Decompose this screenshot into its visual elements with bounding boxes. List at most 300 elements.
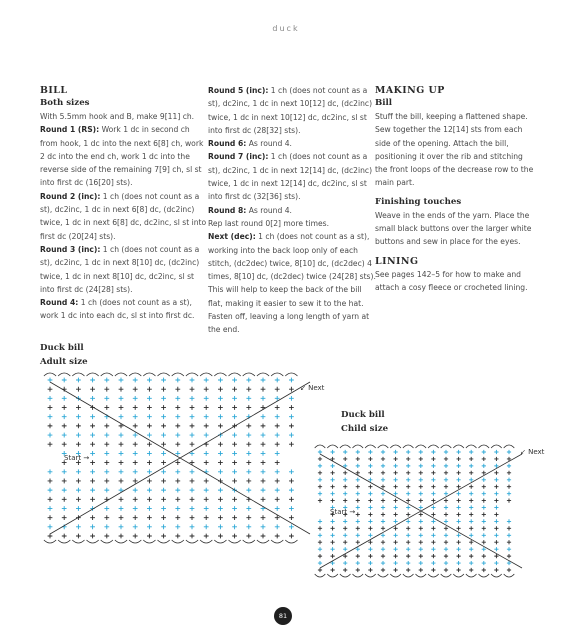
stitch-mark xyxy=(289,497,294,502)
stitch-mark xyxy=(246,433,251,438)
round-2 xyxy=(40,190,208,243)
stitch-mark xyxy=(119,396,124,401)
child-diagram-title-line2: Child size xyxy=(341,424,389,434)
scallop-mark xyxy=(441,574,452,577)
scallop-mark xyxy=(428,574,439,577)
stitch-mark xyxy=(119,405,124,410)
scallop-mark xyxy=(44,373,56,376)
stitch-mark xyxy=(356,533,360,537)
stitch-mark xyxy=(147,433,152,438)
scallop-mark xyxy=(200,540,212,543)
adult-start-text: Start xyxy=(64,454,82,462)
stitch-mark xyxy=(406,568,410,572)
stitch-mark xyxy=(161,515,166,520)
scallop-mark xyxy=(327,445,338,448)
scallop-mark xyxy=(340,445,351,448)
stitch-mark xyxy=(76,524,81,529)
stitch-mark xyxy=(133,423,138,428)
stitch-mark xyxy=(482,519,486,523)
stitch-mark xyxy=(232,479,237,484)
stitch-mark xyxy=(444,540,448,544)
scallop-mark xyxy=(315,574,326,577)
stitch-mark xyxy=(394,505,398,509)
round-6-label: Round 6: xyxy=(208,139,247,149)
stitch-mark xyxy=(104,488,109,493)
scallop-mark xyxy=(44,540,56,543)
scallop-mark xyxy=(378,445,389,448)
stitch-mark xyxy=(331,519,335,523)
stitch-mark xyxy=(90,469,95,474)
stitch-mark xyxy=(331,568,335,572)
stitch-mark xyxy=(161,423,166,428)
scallop-mark xyxy=(257,540,269,543)
stitch-mark xyxy=(175,460,180,465)
scallop-mark xyxy=(365,445,376,448)
stitch-mark xyxy=(482,505,486,509)
bill-intro: With 5.5mm hook and B, make 9[11] ch. xyxy=(40,112,195,121)
scallop-mark xyxy=(491,574,502,577)
stitch-mark xyxy=(218,414,223,419)
stitch-mark xyxy=(381,561,385,565)
scallop-mark xyxy=(416,445,427,448)
stitch-mark xyxy=(161,405,166,410)
stitch-mark xyxy=(356,485,360,489)
stitch-mark xyxy=(406,533,410,537)
stitch-mark xyxy=(356,568,360,572)
stitch-mark xyxy=(161,479,166,484)
stitch-mark xyxy=(104,524,109,529)
stitch-mark xyxy=(289,469,294,474)
stitch-mark xyxy=(431,519,435,523)
left-column xyxy=(40,84,208,323)
scallop-mark xyxy=(58,540,70,543)
scallop-mark xyxy=(271,373,283,376)
stitch-mark xyxy=(406,554,410,558)
stitch-mark xyxy=(494,561,498,565)
stitch-mark xyxy=(431,485,435,489)
stitch-mark xyxy=(482,498,486,502)
stitch-mark xyxy=(444,526,448,530)
stitch-mark xyxy=(104,460,109,465)
stitch-mark xyxy=(104,423,109,428)
stitch-mark xyxy=(343,547,347,551)
stitch-mark xyxy=(356,457,360,461)
round-5 xyxy=(208,84,376,137)
stitch-mark xyxy=(104,442,109,447)
stitch-mark xyxy=(444,554,448,558)
stitch-mark xyxy=(90,414,95,419)
stitch-mark xyxy=(507,533,511,537)
next-dec-text: 1 ch (does not count as a st), working into the back loop only of each stitch, (dc2dec) twice, 8[10] dc, (dc2dec) 4 times, 8[10] dc, (dc2dec) twice (24[28] sts). This will help to keep the back of the bill flat, making it easier to sew it to the hat. Fasten off, leaving a long length of yarn at the end. xyxy=(208,232,376,335)
stitch-mark xyxy=(147,378,152,383)
stitch-mark xyxy=(275,534,280,539)
stitch-mark xyxy=(62,423,67,428)
stitch-mark xyxy=(62,405,67,410)
stitch-mark xyxy=(90,479,95,484)
stitch-mark xyxy=(161,460,166,465)
stitch-mark xyxy=(444,568,448,572)
stitch-mark xyxy=(469,512,473,516)
stitch-mark xyxy=(343,457,347,461)
scallop-mark xyxy=(353,574,364,577)
stitch-mark xyxy=(204,378,209,383)
stitch-mark xyxy=(444,498,448,502)
stitch-mark xyxy=(232,414,237,419)
stitch-mark xyxy=(381,485,385,489)
stitch-mark xyxy=(261,524,266,529)
stitch-mark xyxy=(119,534,124,539)
stitch-mark xyxy=(318,450,322,454)
stitch-mark xyxy=(48,387,53,392)
stitch-mark xyxy=(104,506,109,511)
round-3-label: Round 3 (inc): xyxy=(40,244,101,254)
stitch-mark xyxy=(104,405,109,410)
stitch-mark xyxy=(204,405,209,410)
stitch-mark xyxy=(318,533,322,537)
stitch-mark xyxy=(381,540,385,544)
stitch-mark xyxy=(331,450,335,454)
stitch-mark xyxy=(289,423,294,428)
stitch-mark xyxy=(232,506,237,511)
stitch-mark xyxy=(261,534,266,539)
stitch-mark xyxy=(246,479,251,484)
stitch-mark xyxy=(431,492,435,496)
stitch-mark xyxy=(204,534,209,539)
stitch-mark xyxy=(331,464,335,468)
stitch-mark xyxy=(161,387,166,392)
stitch-mark xyxy=(381,471,385,475)
stitch-mark xyxy=(406,547,410,551)
stitch-mark xyxy=(175,405,180,410)
stitch-mark xyxy=(343,492,347,496)
stitch-mark xyxy=(457,561,461,565)
adult-start-label: Start → xyxy=(64,454,90,462)
stitch-mark xyxy=(381,498,385,502)
stitch-mark xyxy=(318,568,322,572)
stitch-mark xyxy=(494,485,498,489)
scallop-mark xyxy=(257,373,269,376)
stitch-mark xyxy=(90,524,95,529)
stitch-mark xyxy=(76,387,81,392)
stitch-mark xyxy=(76,488,81,493)
stitch-mark xyxy=(48,506,53,511)
stitch-mark xyxy=(406,526,410,530)
stitch-mark xyxy=(431,464,435,468)
stitch-mark xyxy=(133,378,138,383)
stitch-mark xyxy=(356,464,360,468)
bill-heading: BILL xyxy=(40,85,68,96)
stitch-mark xyxy=(494,478,498,482)
stitch-mark xyxy=(482,457,486,461)
stitch-mark xyxy=(368,547,372,551)
stitch-mark xyxy=(444,478,448,482)
stitch-mark xyxy=(218,497,223,502)
stitch-mark xyxy=(419,568,423,572)
stitch-mark xyxy=(190,534,195,539)
scallop-mark xyxy=(285,540,297,543)
scallop-mark xyxy=(453,445,464,448)
stitch-mark xyxy=(444,492,448,496)
stitch-mark xyxy=(119,451,124,456)
stitch-mark xyxy=(161,378,166,383)
stitch-mark xyxy=(261,488,266,493)
scallop-mark xyxy=(143,540,155,543)
stitch-mark xyxy=(218,524,223,529)
stitch-mark xyxy=(261,423,266,428)
scallop-mark xyxy=(115,540,127,543)
stitch-mark xyxy=(507,478,511,482)
stitch-mark xyxy=(494,512,498,516)
stitch-mark xyxy=(289,378,294,383)
stitch-mark xyxy=(204,451,209,456)
stitch-mark xyxy=(368,457,372,461)
stitch-mark xyxy=(119,442,124,447)
stitch-mark xyxy=(457,457,461,461)
stitch-mark xyxy=(482,540,486,544)
stitch-mark xyxy=(76,534,81,539)
stitch-mark xyxy=(356,519,360,523)
stitch-mark xyxy=(457,533,461,537)
stitch-mark xyxy=(419,464,423,468)
stitch-mark xyxy=(494,519,498,523)
stitch-mark xyxy=(147,515,152,520)
stitch-mark xyxy=(406,464,410,468)
stitch-mark xyxy=(218,515,223,520)
stitch-mark xyxy=(419,554,423,558)
stitch-mark xyxy=(62,497,67,502)
stitch-mark xyxy=(90,387,95,392)
round-6-text: As round 4. xyxy=(246,139,292,149)
stitch-mark xyxy=(406,540,410,544)
stitch-mark xyxy=(147,396,152,401)
stitch-mark xyxy=(119,414,124,419)
stitch-mark xyxy=(133,534,138,539)
stitch-mark xyxy=(289,515,294,520)
stitch-mark xyxy=(204,433,209,438)
stitch-mark xyxy=(457,568,461,572)
round-1-text: Work 1 dc in second ch from hook, 1 dc into the next 6[8] ch, work 2 dc into the end ch, work 1 dc into the reverse side of the remaining 7[9] ch, sl st into first dc (16[20] sts). xyxy=(40,125,204,188)
stitch-mark xyxy=(469,519,473,523)
stitch-mark xyxy=(204,479,209,484)
stitch-mark xyxy=(457,485,461,489)
scallop-mark xyxy=(315,445,326,448)
stitch-mark xyxy=(331,485,335,489)
scallop-mark xyxy=(340,574,351,577)
stitch-mark xyxy=(494,457,498,461)
stitch-mark xyxy=(331,478,335,482)
stitch-mark xyxy=(204,488,209,493)
stitch-mark xyxy=(469,485,473,489)
stitch-mark xyxy=(204,396,209,401)
stitch-mark xyxy=(431,512,435,516)
stitch-mark xyxy=(175,423,180,428)
stitch-mark xyxy=(133,524,138,529)
stitch-mark xyxy=(394,450,398,454)
stitch-mark xyxy=(232,469,237,474)
stitch-mark xyxy=(343,568,347,572)
stitch-mark xyxy=(275,524,280,529)
stitch-mark xyxy=(261,433,266,438)
stitch-mark xyxy=(119,515,124,520)
stitch-mark xyxy=(275,469,280,474)
scallop-mark xyxy=(72,373,84,376)
stitch-mark xyxy=(406,492,410,496)
next-dec-label: Next (dec): xyxy=(208,232,256,242)
stitch-mark xyxy=(457,471,461,475)
stitch-mark xyxy=(419,457,423,461)
stitch-mark xyxy=(368,568,372,572)
stitch-mark xyxy=(289,405,294,410)
scallop-mark xyxy=(466,574,477,577)
scallop-mark xyxy=(327,574,338,577)
stitch-mark xyxy=(218,469,223,474)
stitch-mark xyxy=(218,423,223,428)
stitch-mark xyxy=(381,554,385,558)
stitch-mark xyxy=(133,396,138,401)
stitch-mark xyxy=(394,485,398,489)
scallop-mark xyxy=(229,373,241,376)
stitch-mark xyxy=(275,497,280,502)
stitch-mark xyxy=(232,378,237,383)
stitch-mark xyxy=(119,378,124,383)
stitch-mark xyxy=(190,405,195,410)
stitch-mark xyxy=(246,534,251,539)
scallop-mark xyxy=(129,373,141,376)
stitch-mark xyxy=(175,451,180,456)
stitch-mark xyxy=(289,414,294,419)
stitch-mark xyxy=(457,505,461,509)
stitch-mark xyxy=(368,492,372,496)
stitch-mark xyxy=(48,497,53,502)
stitch-mark xyxy=(331,540,335,544)
stitch-mark xyxy=(444,512,448,516)
stitch-mark xyxy=(368,526,372,530)
round-4-label: Round 4: xyxy=(40,298,79,308)
adult-diagram-title-line1: Duck bill xyxy=(40,343,84,353)
stitch-mark xyxy=(381,519,385,523)
round-4-text: 1 ch (does not count as a st), work 1 dc into each dc, sl st into first dc. xyxy=(40,298,195,321)
scallop-mark xyxy=(115,373,127,376)
stitch-mark xyxy=(261,460,266,465)
round-4 xyxy=(40,296,208,323)
stitch-mark xyxy=(356,478,360,482)
stitch-mark xyxy=(218,534,223,539)
stitch-mark xyxy=(318,478,322,482)
stitch-mark xyxy=(133,479,138,484)
stitch-mark xyxy=(419,526,423,530)
round-6 xyxy=(208,137,376,150)
stitch-mark xyxy=(394,512,398,516)
stitch-mark xyxy=(318,561,322,565)
stitch-mark xyxy=(261,378,266,383)
round-7-text: 1 ch (does not count as a st), dc2inc, 1 dc in next 12[14] dc, (dc2inc) twice, 1 dc in next 12[14] dc, dc2inc, sl st into first dc (32[36] sts). xyxy=(208,152,373,202)
stitch-mark xyxy=(218,451,223,456)
stitch-mark xyxy=(133,451,138,456)
stitch-mark xyxy=(368,533,372,537)
stitch-mark xyxy=(469,540,473,544)
stitch-mark xyxy=(175,469,180,474)
stitch-mark xyxy=(507,464,511,468)
stitch-mark xyxy=(90,534,95,539)
stitch-mark xyxy=(147,469,152,474)
stitch-mark xyxy=(147,488,152,493)
round-8 xyxy=(208,204,376,217)
stitch-mark xyxy=(76,497,81,502)
scallop-mark xyxy=(129,540,141,543)
stitch-mark xyxy=(343,498,347,502)
stitch-mark xyxy=(48,524,53,529)
stitch-mark xyxy=(419,540,423,544)
repeat-instruction: Rep last round 0[2] more times. xyxy=(208,218,330,228)
stitch-mark xyxy=(394,540,398,544)
stitch-mark xyxy=(48,469,53,474)
stitch-mark xyxy=(147,423,152,428)
stitch-mark xyxy=(190,442,195,447)
stitch-mark xyxy=(161,506,166,511)
stitch-mark xyxy=(104,479,109,484)
stitch-mark xyxy=(232,442,237,447)
stitch-mark xyxy=(318,547,322,551)
stitch-mark xyxy=(161,451,166,456)
stitch-mark xyxy=(119,479,124,484)
stitch-mark xyxy=(457,464,461,468)
round-2-label: Round 2 (inc): xyxy=(40,191,101,201)
stitch-mark xyxy=(431,533,435,537)
stitch-mark xyxy=(190,515,195,520)
stitch-mark xyxy=(469,547,473,551)
stitch-mark xyxy=(147,479,152,484)
stitch-mark xyxy=(381,457,385,461)
middle-column xyxy=(208,84,376,337)
scallop-mark xyxy=(365,574,376,577)
stitch-mark xyxy=(161,534,166,539)
scallop-mark xyxy=(504,574,515,577)
stitch-mark xyxy=(190,469,195,474)
scallop-mark xyxy=(214,540,226,543)
stitch-mark xyxy=(175,442,180,447)
stitch-mark xyxy=(507,471,511,475)
round-1-label: Round 1 (RS): xyxy=(40,125,100,135)
stitch-mark xyxy=(62,488,67,493)
scallop-mark xyxy=(491,445,502,448)
stitch-mark xyxy=(147,506,152,511)
stitch-mark xyxy=(175,534,180,539)
stitch-mark xyxy=(246,451,251,456)
stitch-mark xyxy=(62,515,67,520)
stitch-mark xyxy=(381,505,385,509)
stitch-mark xyxy=(76,423,81,428)
stitch-mark xyxy=(419,547,423,551)
stitch-mark xyxy=(289,387,294,392)
stitch-mark xyxy=(261,469,266,474)
stitch-mark xyxy=(190,423,195,428)
stitch-mark xyxy=(275,378,280,383)
stitch-mark xyxy=(356,512,360,516)
stitch-mark xyxy=(381,492,385,496)
stitch-mark xyxy=(246,378,251,383)
stitch-mark xyxy=(494,526,498,530)
stitch-mark xyxy=(368,505,372,509)
stitch-mark xyxy=(261,414,266,419)
stitch-mark xyxy=(431,561,435,565)
stitch-mark xyxy=(246,515,251,520)
stitch-mark xyxy=(104,396,109,401)
stitch-mark xyxy=(147,497,152,502)
stitch-mark xyxy=(469,498,473,502)
scallop-mark xyxy=(243,540,255,543)
stitch-mark xyxy=(275,414,280,419)
stitch-mark xyxy=(204,423,209,428)
